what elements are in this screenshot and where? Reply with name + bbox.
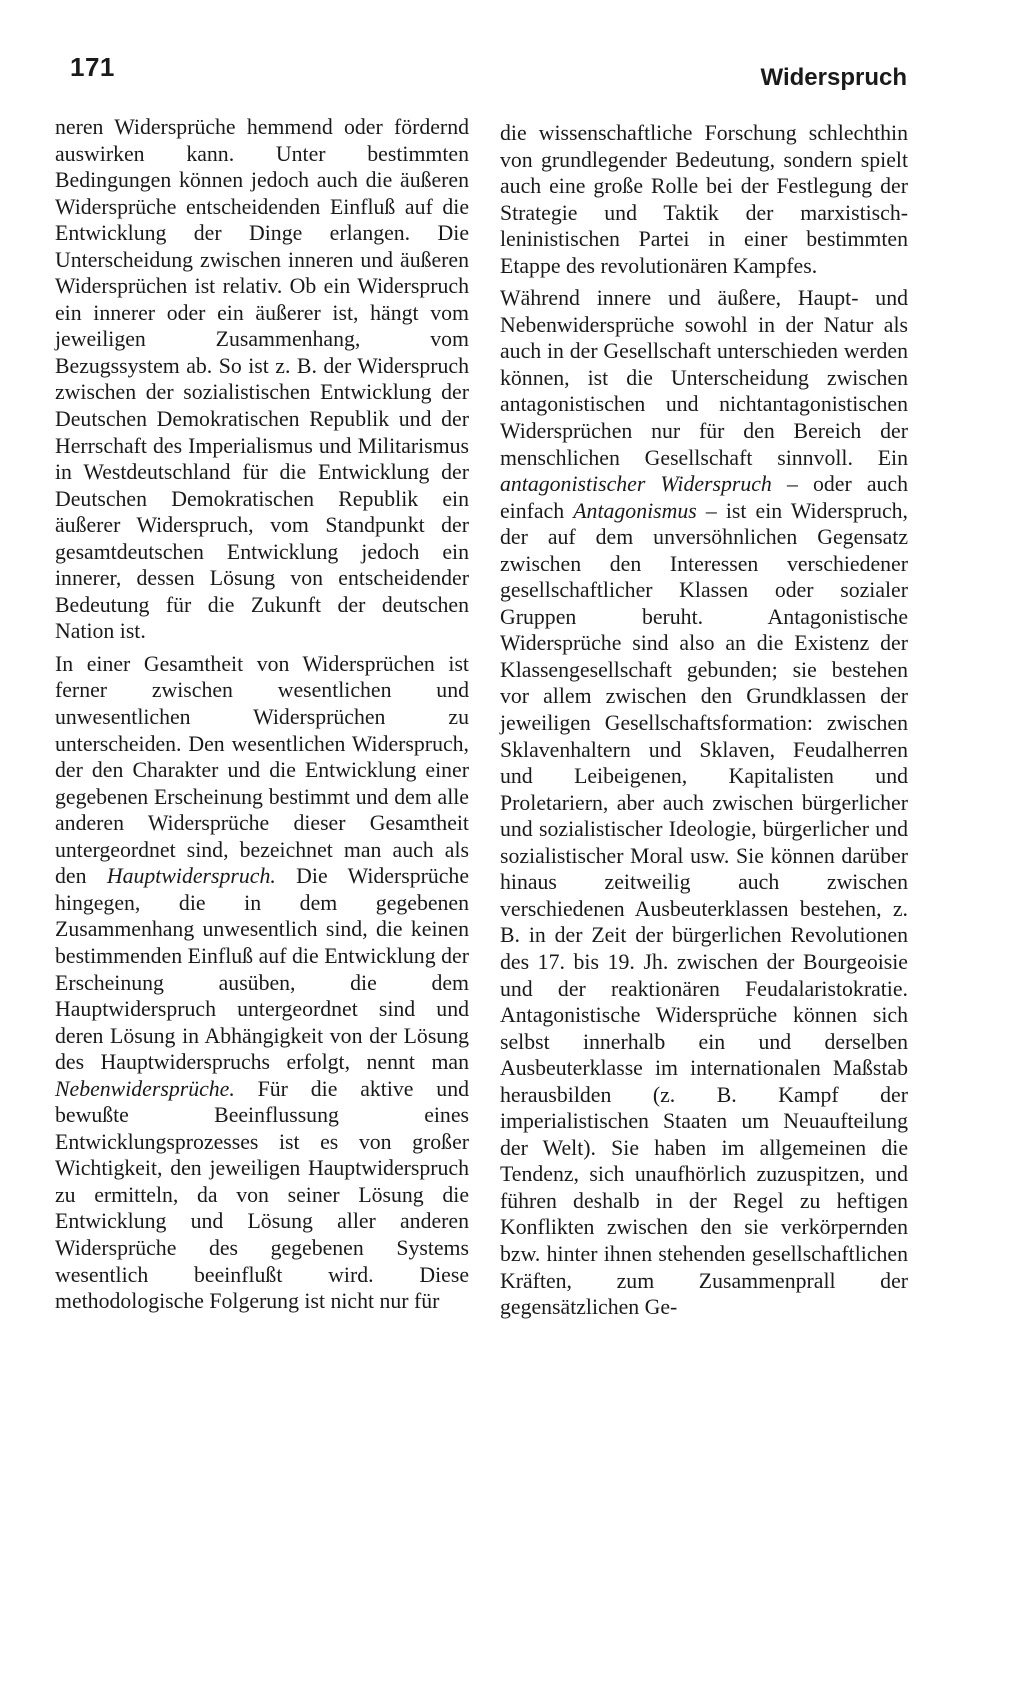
left-paragraph-1: neren Widersprüche hemmend oder fördernd auswirken kann. Unter bestimmten Bedingungen können jedoch auch die äußeren Widersprüche entscheidenden Einfluß auf die Entwicklung der Dinge erlangen. Die Unterscheidung zwischen inneren und äußeren Widersprüchen ist relativ. Ob ein Widerspruch ein innerer oder ein äußerer ist, hängt vom jeweiligen Zusammenhang, vom Bezugssystem ab. So ist z. B. der Widerspruch zwischen der sozialistischen Entwicklung der Deutschen Demokratischen Republik und der Herrschaft des Imperialismus und Militarismus in Westdeutschland für die Entwicklung der Deutschen Demokratischen Republik ein äußerer Widerspruch, vom Standpunkt der gesamtdeutschen Entwicklung jedoch ein innerer, dessen Lösung von entscheidender Bedeutung für die Zukunft der deutschen Nation ist. (55, 115, 469, 644)
right-paragraph-1: die wissenschaftliche Forschung schlechthin von grundlegender Bedeutung, sondern spielt auch eine große Rolle bei der Festlegung der Strategie und Taktik der marxistisch-leninistischen Partei in einer bestimmten Etappe des revolutionären Kampfes. (500, 121, 908, 278)
italic-term-antagonismus: Antagonismus (573, 498, 697, 523)
italic-term-antagonistischer-widerspruch: antagonistischer Widerspruch (500, 472, 772, 497)
text-run: Während innere und äußere, Haupt- und Nebenwidersprüche sowohl in der Natur als auch in der Gesellschaft unterschieden werden können, ist die Unterscheidung zwischen antagonistischen und nichtantagonistischen Widersprüchen nur für den Bereich der menschlichen Gesellschaft sinnvoll. Ein (500, 286, 908, 470)
text-run: In einer Gesamtheit von Widersprüchen ist ferner zwischen wesentlichen und unwesentlichen Widersprüchen zu unterscheiden. Den wesentlichen Widerspruch, der den Charakter und die Entwicklung einer gegebenen Erscheinung bestimmt und dem alle anderen Widersprüche dieser Gesamtheit untergeordnet sind, bezeichnet man auch als den (55, 651, 469, 889)
text-run: Die Widersprüche hingegen, die in dem gegebenen Zusammenhang unwesentlich sind, die keinen bestimmenden Einfluß auf die Entwicklung der Erscheinung ausüben, die dem Hauptwiderspruch untergeordnet sind und deren Lösung in Abhängigkeit von der Lösung des Hauptwiderspruchs erfolgt, nennt man (55, 864, 469, 1075)
italic-term-hauptwiderspruch: Hauptwiderspruch. (106, 864, 276, 889)
left-column (55, 114, 469, 1315)
page-number: 171 (70, 52, 115, 82)
text-run: Für die aktive und bewußte Beeinflussung eines Entwicklungsprozesses ist es von großer Wichtigkeit, den jeweiligen Hauptwiderspruch zu ermitteln, da von seiner Lösung die Entwicklung und Lösung aller anderen Widersprüche des gegebenen Systems wesentlich beeinflußt wird. Diese methodologische Folgerung ist nicht nur für (55, 1076, 469, 1314)
left-paragraph-2 (55, 651, 469, 1315)
text-run: – oder auch einfach (500, 472, 908, 523)
running-head: Widerspruch (760, 64, 907, 91)
right-paragraph-2 (500, 285, 908, 1320)
text-run: – ist ein Widerspruch, der auf dem unversöhnlichen Gegensatz zwischen den Interessen verschiedener gesellschaftlicher Klassen oder sozialer Gruppen beruht. Antagonistische Widersprüche sind also an die Existenz der Klassengesellschaft gebunden; sie bestehen vor allem zwischen den Grundklassen der jeweiligen Gesellschaftsformation: zwischen Sklavenhaltern und Sklaven, Feudalherren und Leibeigenen, Kapitalisten und Proletariern, aber auch zwischen bürgerlicher und sozialistischer Ideologie, bürgerlicher und sozialistischer Moral usw. Sie können darüber hinaus zeitweilig auch zwischen verschiedenen Ausbeuterklassen bestehen, z. B. in der Zeit der bürgerlichen Revolutionen des 17. bis 19. Jh. zwischen der Bourgeoisie und der reaktionären Feudalaristokratie. Antagonistische Widersprüche können sich selbst innerhalb ein und derselben Ausbeuterklasse im internationalen Maßstab herausbilden (z. B. Kampf der imperialistischen Staaten um Neuaufteilung der Welt). Sie haben im allgemeinen die Tendenz, sich unaufhörlich zuzuspitzen, und führen deshalb in der Regel zu heftigen Konflikten zwischen den sie verkörpernden bzw. hinter ihnen stehenden gesellschaftlichen Kräften, zum Zusammenprall der gegensätzlichen Ge- (500, 498, 908, 1320)
italic-term-nebenwidersprueche: Nebenwidersprüche. (55, 1076, 235, 1101)
right-column (500, 120, 908, 1321)
